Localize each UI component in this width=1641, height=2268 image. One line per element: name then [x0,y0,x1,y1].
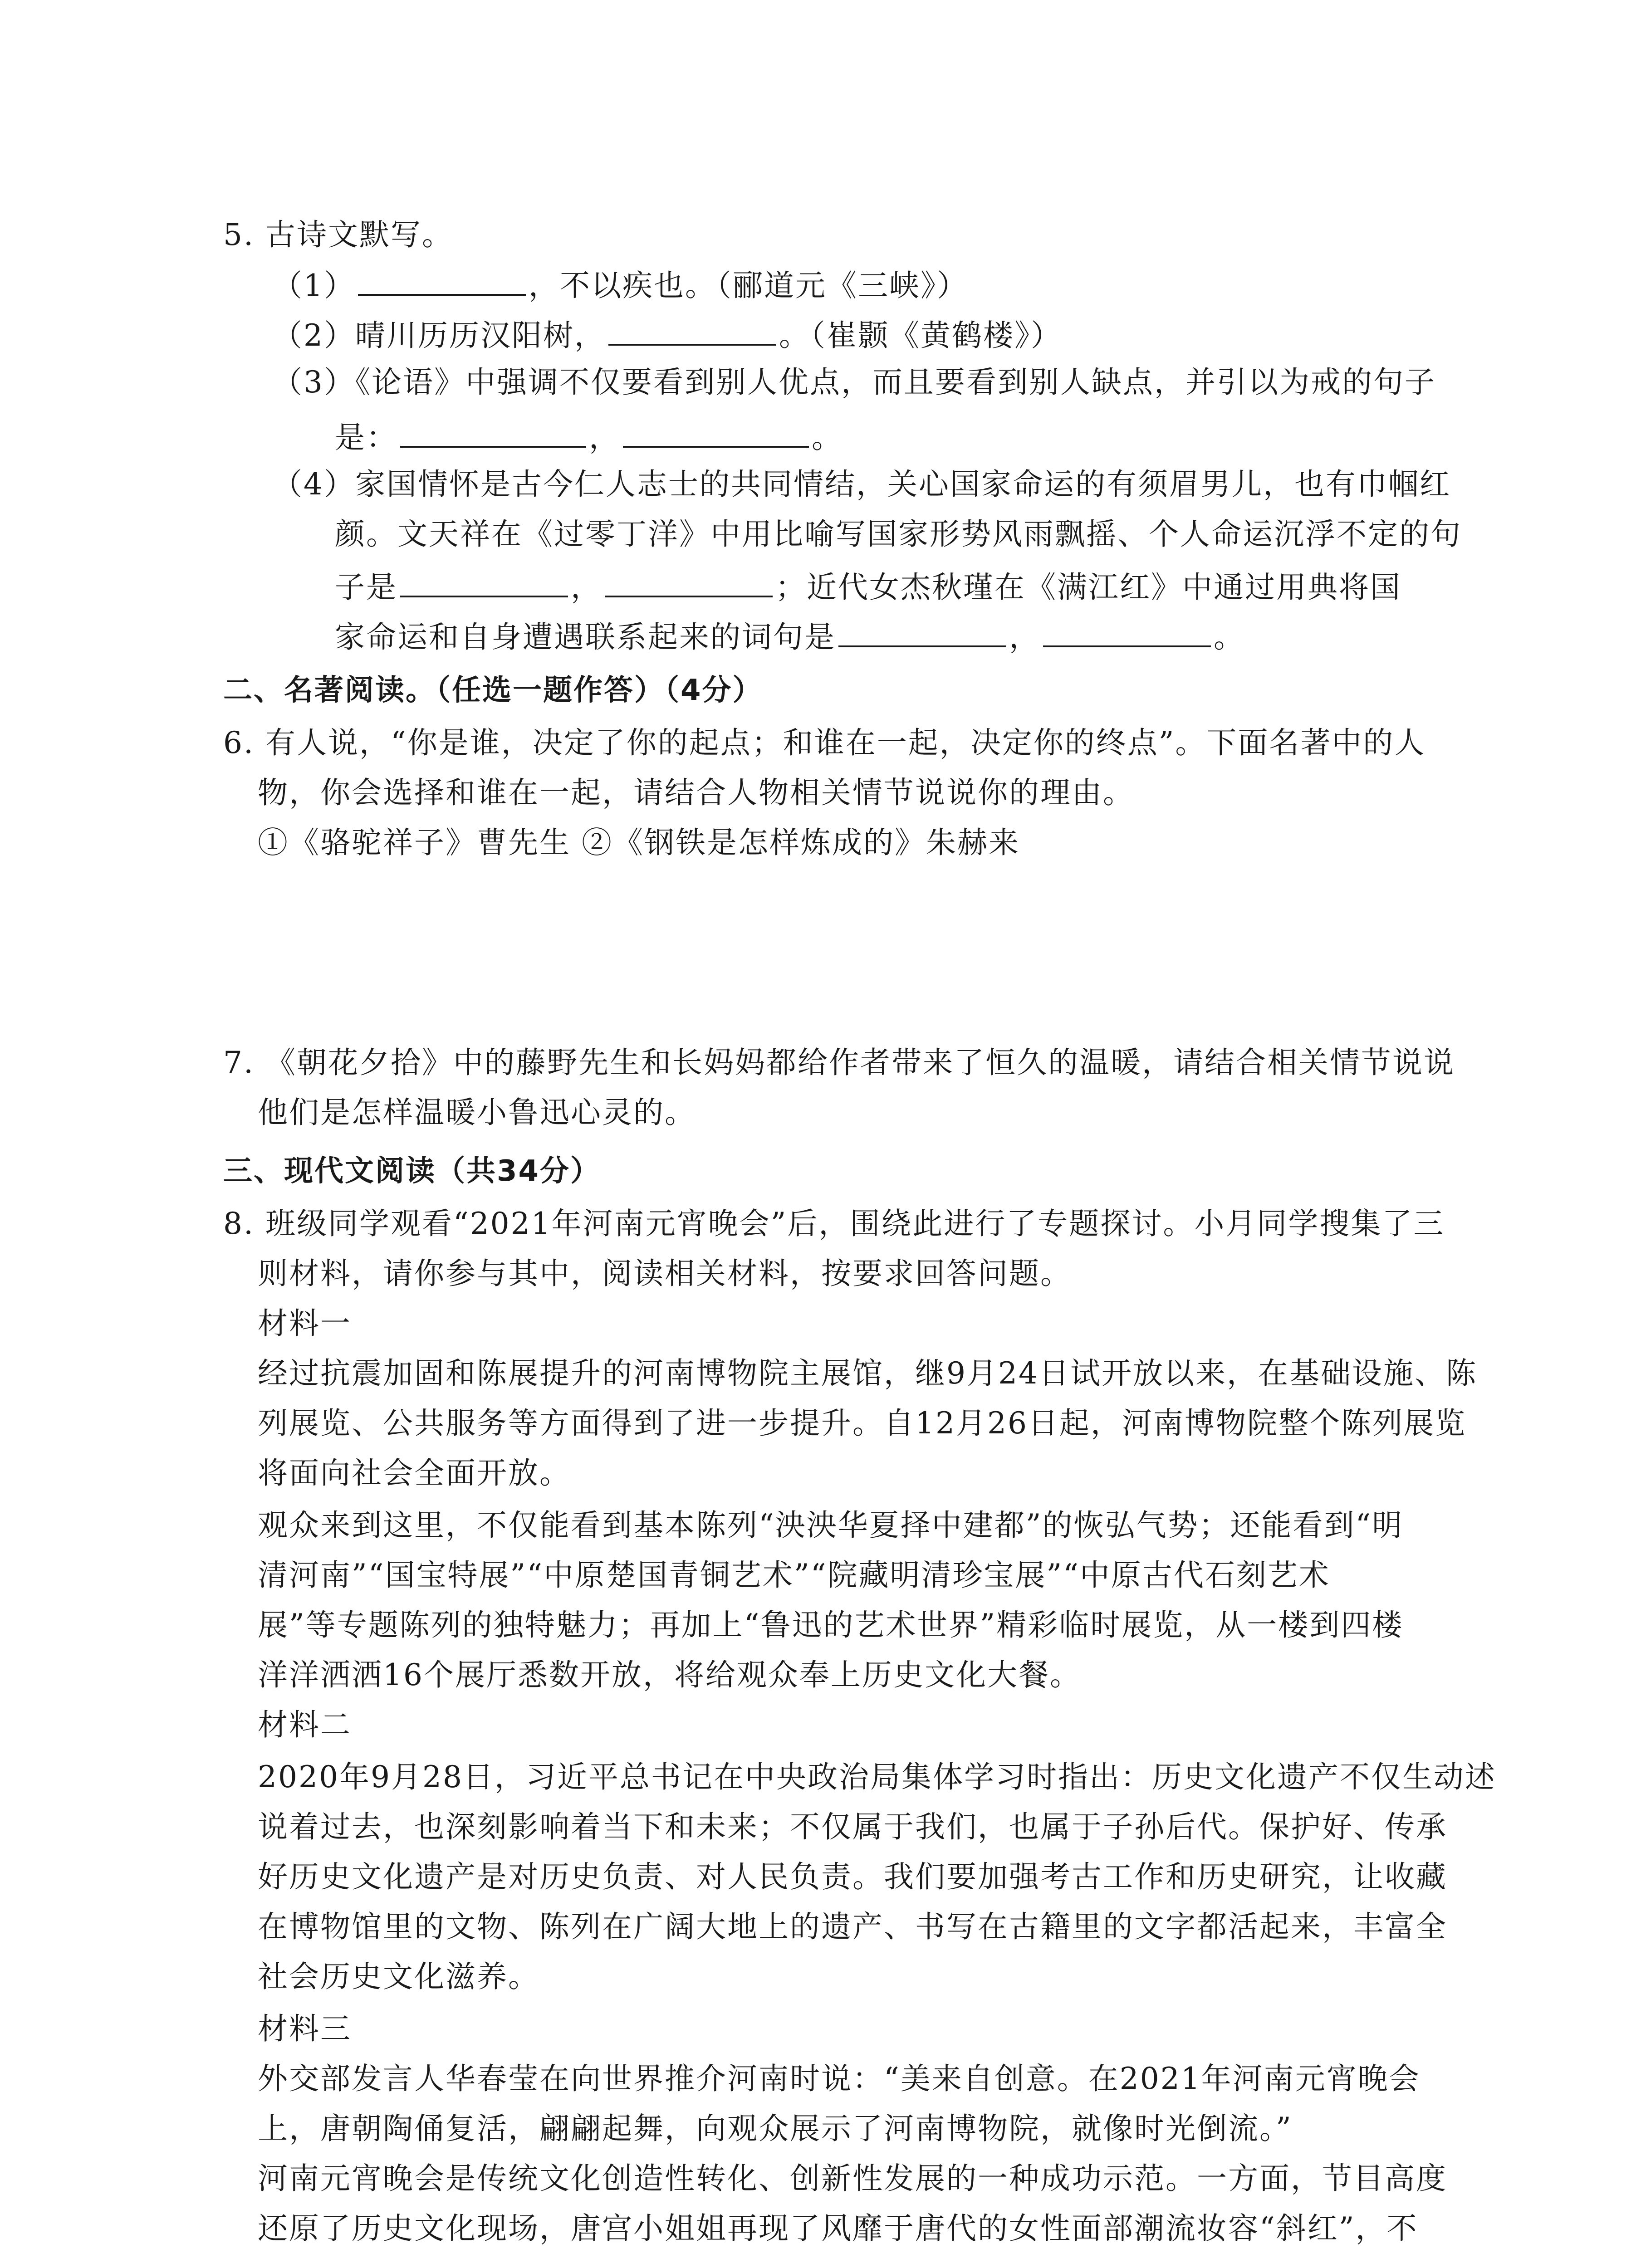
answer-blank[interactable] [838,619,1006,647]
q8-line2: 则材料，请你参与其中，阅读相关材料，按要求回答问题。 [258,1256,1072,1291]
material-3-line: 河南元宵晚会是传统文化创造性转化、创新性发展的一种成功示范。一方面，节目高度 [258,2161,1447,2196]
material-1-line: 列展览、公共服务等方面得到了进一步提升。自12月26日起，河南博物院整个陈列展览 [258,1406,1466,1441]
material-1-label: 材料一 [258,1306,352,1341]
answer-blank[interactable] [605,569,773,597]
material-3-line: 还原了历史文化现场，唐宫小姐姐再现了风靡于唐代的女性面部潮流妆容“斜红”，不 [258,2211,1418,2246]
answer-blank[interactable] [400,420,586,448]
q5-item-2-text: （2）晴川历历汉阳树， [272,318,606,353]
q5-item-3-line2 [335,420,843,453]
q6-line1: 6. 有人说，“你是谁，决定了你的起点；和谁在一起，决定你的终点”。下面名著中的人 [223,725,1426,760]
material-2-line: 2020年9月28日，习近平总书记在中央政治局集体学习时指出：历史文化遗产不仅生动述 [258,1760,1496,1794]
comma: ， [1009,620,1040,655]
material-2-line: 说着过去，也深刻影响着当下和未来；不仅属于我们，也属于子孙后代。保护好、传承 [258,1809,1447,1844]
q5-item-4-line1: （4）家国情怀是古今仁人志士的共同情结，关心国家命运的有须眉男儿，也有巾帼红 [272,467,1451,502]
material-2-line: 好历史文化遗产是对历史负责、对人民负责。我们要加强考古工作和历史研究，让收藏 [258,1859,1447,1894]
comma: ， [589,420,620,455]
section-3-heading: 三、现代文阅读（共34分） [223,1154,601,1188]
material-2-line: 在博物馆里的文物、陈列在广阔大地上的遗产、书写在古籍里的文字都活起来，丰富全 [258,1909,1447,1944]
q5-item-3-line1: （3）《论语》中强调不仅要看到别人优点，而且要看到别人缺点，并引以为戒的句子 [272,365,1436,400]
q7-line1: 7. 《朝花夕拾》中的藤野先生和长妈妈都给作者带来了恒久的温暖，请结合相关情节说说 [223,1045,1455,1080]
answer-blank[interactable] [1043,619,1211,647]
material-1-line: 观众来到这里，不仅能看到基本陈列“泱泱华夏择中建都”的恢弘气势；还能看到“明 [258,1508,1404,1543]
answer-blank[interactable] [623,420,809,448]
answer-blank[interactable] [400,569,568,597]
material-1-line: 洋洋洒洒16个展厅悉数开放，将给观众奉上历史文化大餐。 [258,1657,1081,1692]
q5-item-4-prefix: 子是 [335,570,397,605]
q7-line2: 他们是怎样温暖小鲁迅心灵的。 [258,1095,696,1130]
q5-item-1 [272,268,968,301]
q5-item-1-number: （1） [272,268,355,303]
q6-options: ①《骆驼祥子》曹先生 ②《钢铁是怎样炼成的》朱赫来 [258,825,1020,860]
q5-item-4-line3 [335,569,1401,605]
material-1-line: 经过抗震加固和陈展提升的河南博物院主展馆，继9月24日试开放以来，在基础设施、陈 [258,1356,1477,1391]
q5-item-2 [272,318,1062,351]
material-1-line: 展”等专题陈列的独特魅力；再加上“鲁迅的艺术世界”精彩临时展览，从一楼到四楼 [258,1608,1404,1642]
q5-item-1-text: ，不以疾也。（郦道元《三峡》） [529,268,968,303]
period: 。 [812,420,843,455]
material-3-line: 上，唐朝陶俑复活，翩翩起舞，向观众展示了河南博物院，就像时光倒流。” [258,2111,1293,2146]
material-3-label: 材料三 [258,2011,352,2046]
q6-line2: 物，你会选择和谁在一起，请结合人物相关情节说说你的理由。 [258,775,1134,810]
material-1-line: 清河南”“国宝特展”“中原楚国青铜艺术”“院藏明清珍宝展”“中原古代石刻艺术 [258,1558,1330,1593]
answer-blank[interactable] [608,318,776,346]
material-2-label: 材料二 [258,1707,352,1742]
q5-title: 5. 古诗文默写。 [223,217,453,252]
q5-item-4-line4 [335,619,1245,655]
comma: ， [571,570,602,605]
section-2-heading: 二、名著阅读。（任选一题作答）（4分） [223,674,763,707]
q5-item-2-source: 。（崔颢《黄鹤楼》） [779,318,1062,353]
period: 。 [1214,620,1245,655]
material-1-line: 将面向社会全面开放。 [258,1456,571,1491]
q5-item-4-line2: 颜。文天祥在《过零丁洋》中用比喻写国家形势风雨飘摇、个人命运沉浮不定的句 [335,517,1462,552]
material-2-line: 社会历史文化滋养。 [258,1959,539,1994]
q5-item-4-text: 家命运和自身遭遇联系起来的词句是 [335,620,836,655]
q5-item-3-prefix: 是： [335,420,397,455]
material-3-line: 外交部发言人华春莹在向世界推介河南时说：“美来自创意。在2021年河南元宵晚会 [258,2061,1421,2096]
answer-blank[interactable] [358,268,526,296]
q8-line1: 8. 班级同学观看“2021年河南元宵晚会”后，围绕此进行了专题探讨。小月同学搜集了三 [223,1206,1445,1241]
q5-item-4-continuation: ；近代女杰秋瑾在《满江红》中通过用典将国 [775,570,1401,605]
